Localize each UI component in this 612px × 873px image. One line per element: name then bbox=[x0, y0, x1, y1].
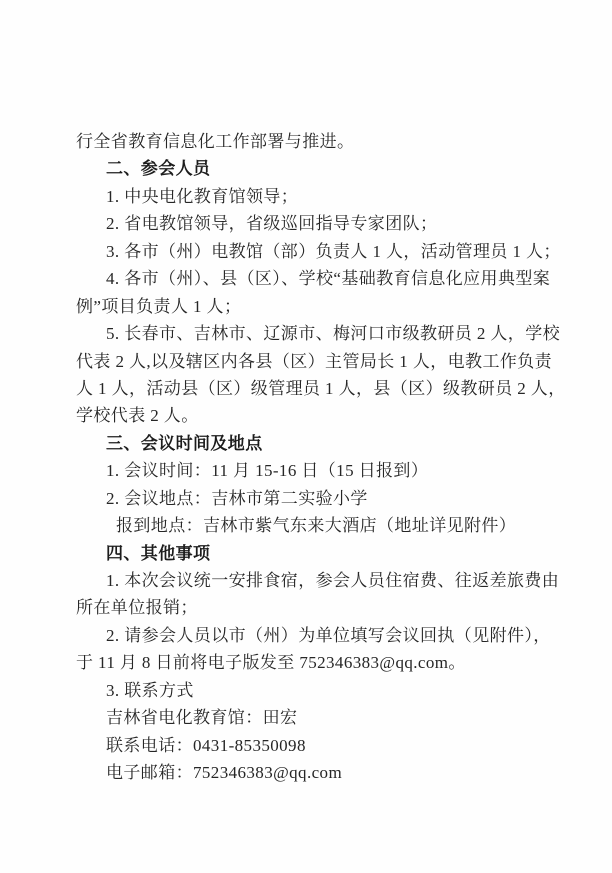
doc-line-item: 2. 省电教馆领导，省级巡回指导专家团队； bbox=[106, 214, 438, 234]
doc-line-item: 3. 各市（州）电教馆（部）负责人 1 人，活动管理员 1 人； bbox=[106, 241, 561, 261]
doc-line-continuation: 代表 2 人,以及辖区内各县（区）主管局长 1 人，电教工作负责 bbox=[76, 351, 553, 371]
doc-line-continuation: 例”项目负责人 1 人； bbox=[76, 296, 242, 316]
doc-line-meeting-time: 1. 会议时间：11 月 15-16 日（15 日报到） bbox=[106, 461, 429, 481]
section-heading-participants: 二、参会人员 bbox=[106, 159, 211, 179]
section-heading-time-place: 三、会议时间及地点 bbox=[106, 433, 263, 453]
doc-line-contact-heading: 3. 联系方式 bbox=[106, 680, 194, 700]
doc-line-checkin-place: 报到地点：吉林市紫气东来大酒店（地址详见附件） bbox=[116, 516, 517, 536]
section-heading-other: 四、其他事项 bbox=[106, 543, 211, 563]
doc-line-meeting-place: 2. 会议地点：吉林市第二实验小学 bbox=[106, 488, 368, 508]
doc-line-item: 1. 本次会议统一安排食宿，参会人员住宿费、往返差旅费由 bbox=[106, 571, 560, 590]
doc-line-continuation: 学校代表 2 人。 bbox=[76, 406, 199, 426]
doc-line-continuation: 所在单位报销； bbox=[76, 598, 198, 618]
document-text-block bbox=[76, 128, 566, 787]
doc-line-contact-email: 电子邮箱：752346383@qq.com bbox=[106, 763, 343, 783]
doc-line-continuation: 人 1 人，活动县（区）级管理员 1 人，县（区）级教研员 2 人， bbox=[76, 378, 566, 398]
doc-line-item: 1. 中央电化教育馆领导； bbox=[106, 186, 299, 206]
doc-line-item: 5. 长春市、吉林市、辽源市、梅河口市级教研员 2 人，学校 bbox=[106, 324, 560, 344]
doc-line-item: 4. 各市（州）、县（区）、学校“基础教育信息化应用典型案 bbox=[106, 269, 551, 289]
doc-line-contact-org: 吉林省电化教育馆：田宏 bbox=[106, 708, 298, 728]
doc-line-continuation: 行全省教育信息化工作部署与推进。 bbox=[76, 132, 355, 151]
doc-line-item: 2. 请参会人员以市（州）为单位填写会议回执（见附件）， bbox=[106, 625, 551, 645]
doc-line-contact-phone: 联系电话：0431-85350098 bbox=[106, 735, 306, 755]
doc-line-continuation: 于 11 月 8 日前将电子版发至 752346383@qq.com。 bbox=[76, 653, 466, 673]
